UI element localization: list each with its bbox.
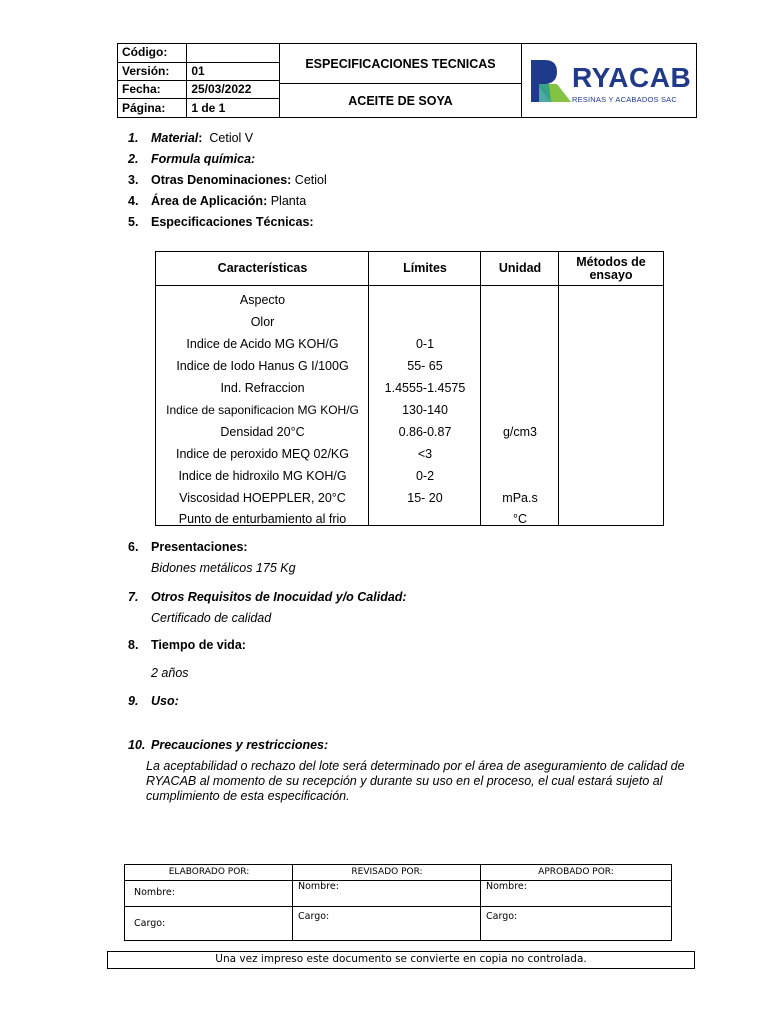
table-cell-unit [481, 289, 559, 311]
document-meta-table [118, 44, 280, 117]
table-cell-limit: 0-2 [415, 469, 435, 483]
section-label: Área de Aplicación: [151, 194, 268, 208]
specifications-table [155, 251, 664, 526]
table-cell-limit [369, 508, 481, 526]
table-row [156, 399, 663, 421]
table-cell-unit: g/cm3 [502, 425, 538, 439]
section-use [128, 694, 179, 709]
table-cell-limit: <3 [417, 447, 433, 461]
logo-mark-icon [527, 58, 575, 106]
table-cell-unit: °C [512, 512, 528, 526]
section-label: Otras Denominaciones: [151, 173, 292, 187]
meta-code-label: Código: [118, 44, 187, 62]
table-cell-characteristic: Ind. Refraccion [220, 381, 305, 395]
table-cell-unit [481, 465, 559, 487]
section-formula [128, 152, 255, 167]
table-cell-characteristic: Olor [250, 315, 275, 329]
signature-role-label: Cargo: [298, 911, 330, 922]
table-cell-limit [369, 311, 481, 333]
meta-code-value [187, 44, 280, 62]
table-header-test-methods: Métodos de ensayo [576, 254, 646, 282]
uncontrolled-copy-notice: Una vez impreso este documento se convierte en copia no controlada. [107, 951, 695, 969]
document-header [117, 43, 697, 118]
section-label: Formula química: [151, 152, 256, 166]
section-value: Cetiol V [202, 131, 254, 145]
section-value: Cetiol [291, 173, 327, 187]
table-row [156, 289, 663, 311]
table-row [156, 421, 663, 443]
section-shelf-life [128, 638, 246, 653]
section-other-requirements [128, 590, 407, 605]
table-row [156, 508, 663, 526]
meta-date-label: Fecha: [118, 81, 187, 99]
table-cell-characteristic: Densidad 20°C [220, 425, 305, 439]
table-row [156, 311, 663, 333]
section-number: 7. [128, 590, 139, 604]
table-cell-limit: 0-1 [415, 337, 435, 351]
section-label: Precauciones y restricciones: [151, 738, 329, 752]
meta-page-label: Página: [118, 99, 187, 117]
table-cell-characteristic: Punto de enturbamiento al frio [178, 512, 347, 526]
section-material [128, 131, 253, 146]
document-subtitle: ACEITE DE SOYA [348, 93, 453, 108]
signature-header-prepared: ELABORADO POR: [168, 867, 250, 877]
table-cell-limit: 55- 65 [407, 359, 443, 373]
table-cell-characteristic: Indice de hidroxilo MG KOH/G [178, 469, 347, 483]
table-row-divider [125, 880, 671, 881]
section-label: Especificaciones Técnicas: [151, 215, 314, 229]
signature-role-label: Cargo: [486, 911, 518, 922]
company-logo [523, 44, 697, 117]
section-label: Material [151, 131, 199, 145]
table-cell-unit [481, 443, 559, 465]
section-number: 2. [128, 152, 139, 166]
section-label: Otros Requisitos de Inocuidad y/o Calidad: [151, 590, 407, 604]
table-cell-limit: 130-140 [402, 403, 448, 417]
section-other-requirements-value: Certificado de calidad [151, 611, 272, 625]
section-value: Planta [267, 194, 307, 208]
table-cell-unit [481, 355, 559, 377]
section-other-names [128, 173, 327, 188]
signature-header-approved: APROBADO POR: [538, 867, 614, 877]
section-number: 9. [128, 694, 139, 708]
section-shelf-life-value: 2 años [151, 666, 189, 680]
signature-name-label: Nombre: [298, 881, 339, 892]
section-number: 10. [128, 738, 146, 752]
meta-version-value: 01 [187, 62, 280, 80]
table-header-unit: Unidad [498, 261, 542, 275]
table-cell-characteristic: Indice de saponificacion MG KOH/G [166, 403, 359, 417]
section-application-area [128, 194, 306, 209]
table-row [156, 443, 663, 465]
section-presentations [128, 540, 248, 555]
section-number: 4. [128, 194, 139, 208]
table-row [156, 377, 663, 399]
table-cell-limit [369, 289, 481, 311]
section-presentations-value: Bidones metálicos 175 Kg [151, 561, 296, 575]
section-tech-specs [128, 215, 314, 230]
table-cell-characteristic: Indice de Acido MG KOH/G [186, 337, 339, 351]
table-header-characteristics: Características [217, 261, 308, 275]
section-number: 1. [128, 131, 139, 145]
table-row-divider [125, 906, 671, 907]
table-cell-characteristic: Indice de Iodo Hanus G I/100G [176, 359, 349, 373]
section-colon: : [198, 131, 203, 145]
meta-page-value: 1 de 1 [187, 99, 280, 117]
section-number: 8. [128, 638, 139, 652]
document-title: ESPECIFICACIONES TECNICAS [280, 44, 521, 84]
section-precautions [128, 738, 328, 753]
table-cell-characteristic: Aspecto [239, 293, 286, 307]
section-precautions-text: La aceptabilidad o rechazo del lote será determinado por el área de aseguramiento de calidad de RYACAB al momento de su recepción y durante su uso en el proceso, el cual estará sujeto al cumplimiento de esta especificación. [146, 759, 685, 803]
logo-wordmark: RYACAB [572, 62, 692, 93]
signature-role-label: Cargo: [134, 918, 166, 929]
table-cell-unit [481, 377, 559, 399]
table-cell-characteristic: Indice de peroxido MEQ 02/KG [175, 447, 349, 461]
table-cell-limit: 15- 20 [407, 491, 443, 505]
table-cell-unit [481, 333, 559, 355]
section-label: Presentaciones: [151, 540, 248, 554]
meta-version-label: Versión: [118, 62, 187, 80]
table-cell-limit: 1.4555-1.4575 [384, 381, 466, 395]
table-cell-unit [481, 399, 559, 421]
section-number: 5. [128, 215, 139, 229]
logo-tagline: RESINAS Y ACABADOS SAC [572, 95, 677, 104]
signature-table [124, 864, 672, 941]
table-row [156, 355, 663, 377]
table-row [156, 333, 663, 355]
table-cell-limit: 0.86-0.87 [398, 425, 452, 439]
section-number: 3. [128, 173, 139, 187]
table-header-limits: Límites [403, 261, 447, 275]
section-label: Uso: [151, 694, 179, 708]
signature-header-reviewed: REVISADO POR: [351, 867, 423, 877]
section-label: Tiempo de vida: [151, 638, 246, 652]
table-cell-unit [481, 311, 559, 333]
table-header-divider [156, 285, 663, 286]
meta-date-value: 25/03/2022 [187, 81, 280, 99]
document-title-block [280, 44, 522, 117]
signature-name-label: Nombre: [486, 881, 527, 892]
section-number: 6. [128, 540, 139, 554]
table-cell-characteristic: Viscosidad HOEPPLER, 20°C [179, 491, 346, 505]
table-cell-unit: mPa.s [502, 491, 538, 505]
table-row [156, 487, 663, 509]
table-row [156, 465, 663, 487]
signature-name-label: Nombre: [134, 887, 175, 898]
